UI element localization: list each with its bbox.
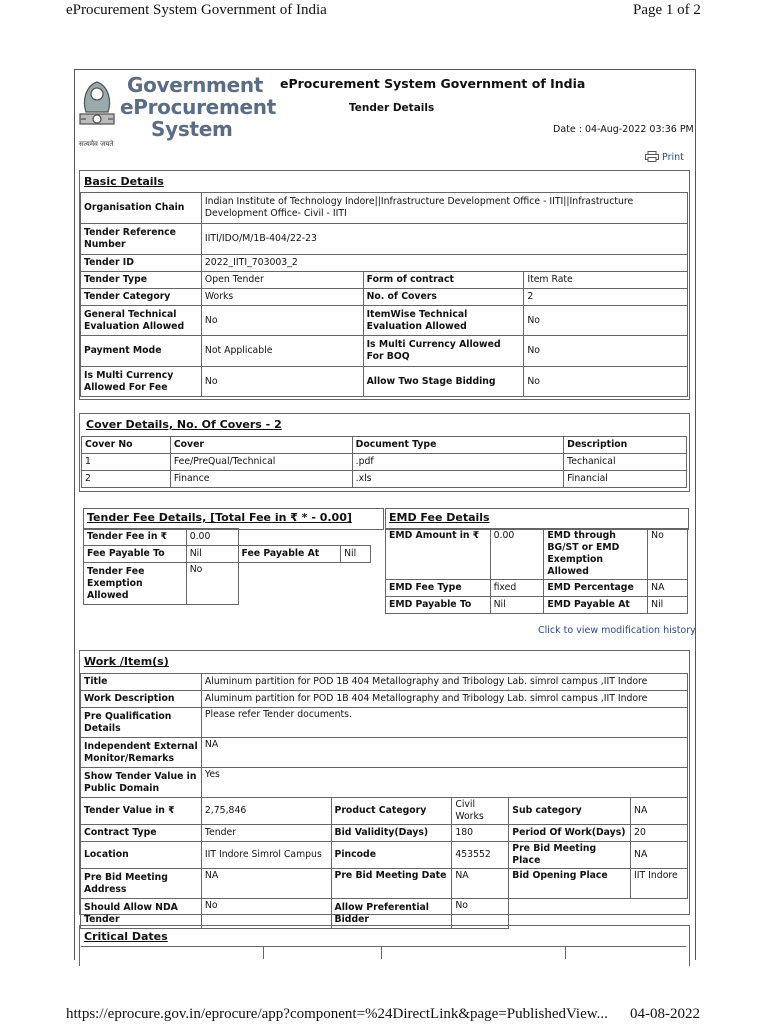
- footer-url: https://eprocure.gov.in/eprocure/app?component=%24DirectLink&page=PublishedView...: [66, 1006, 608, 1022]
- work-title-value: Aluminum partition for POD 1B 404 Metallography and Tribology Lab. simrol campus ,IIT Indore: [201, 674, 687, 691]
- multi-currency-fee-label: Is Multi Currency Allowed For Fee: [81, 367, 202, 397]
- government-eprocurement-logo: Government eProcurement System: [120, 73, 276, 141]
- preferential-bidder-label: Allow Preferential Bidder: [331, 899, 452, 929]
- emblem-tagline: सत्यमेव जयते: [79, 140, 114, 148]
- fee-payable-at-value: Nil: [341, 546, 371, 563]
- emd-fee-type-value: fixed: [490, 580, 544, 597]
- tender-type-value: Open Tender: [201, 272, 363, 289]
- page-header-title: eProcurement System Government of India: [66, 2, 327, 18]
- basic-details-table: [80, 192, 688, 397]
- emd-payable-to-value: Nil: [490, 597, 544, 614]
- fee-payable-to-label: Fee Payable To: [84, 546, 187, 563]
- cover-cell: .pdf: [352, 454, 564, 471]
- cover-cell: Techanical: [564, 454, 687, 471]
- show-value-label: Show Tender Value in Public Domain: [81, 768, 202, 798]
- cover-cell: Financial: [564, 471, 687, 488]
- tender-ref-label: Tender Reference Number: [81, 224, 202, 255]
- fee-exemption-value: No: [186, 563, 238, 605]
- cover-header-doctype: Document Type: [352, 437, 564, 454]
- multi-currency-fee-value: No: [201, 367, 363, 397]
- bid-opening-place-value: IIT Indore: [631, 869, 688, 899]
- emd-percentage-value: NA: [648, 580, 688, 597]
- tender-type-label: Tender Type: [81, 272, 202, 289]
- cover-details-table: [81, 436, 687, 488]
- tender-fee-value: 0.00: [186, 529, 238, 546]
- no-of-covers-label: No. of Covers: [363, 289, 524, 306]
- prebid-date-value: NA: [452, 869, 509, 899]
- table-row: [82, 454, 687, 471]
- report-date: Date : 04-Aug-2022 03:36 PM: [553, 124, 694, 135]
- form-contract-value: Item Rate: [524, 272, 688, 289]
- payment-mode-value: Not Applicable: [201, 336, 363, 367]
- cover-cell: 2: [82, 471, 171, 488]
- iem-label: Independent External Monitor/Remarks: [81, 738, 202, 768]
- prebid-place-value: NA: [631, 842, 688, 869]
- fee-payable-at-label: Fee Payable At: [238, 546, 341, 563]
- prequal-value: Please refer Tender documents.: [201, 708, 687, 738]
- emd-title: EMD Fee Details: [389, 511, 490, 524]
- gte-value: No: [201, 306, 363, 336]
- multi-currency-boq-label: Is Multi Currency Allowed For BOQ: [363, 336, 524, 367]
- critical-dates-title: Critical Dates: [84, 930, 168, 943]
- bid-opening-place-label: Bid Opening Place: [509, 869, 631, 899]
- tender-fee-title: Tender Fee Details, [Total Fee in ₹ * - 0.00]: [87, 511, 352, 524]
- pincode-label: Pincode: [331, 842, 452, 869]
- emd-table: [385, 528, 688, 614]
- sub-category-label: Sub category: [509, 798, 631, 825]
- no-of-covers-value: 2: [524, 289, 688, 306]
- iwte-label: ItemWise Technical Evaluation Allowed: [363, 306, 524, 336]
- prebid-date-label: Pre Bid Meeting Date: [331, 869, 452, 899]
- contract-type-value: Tender: [201, 825, 331, 842]
- form-contract-label: Form of contract: [363, 272, 524, 289]
- prebid-address-value: NA: [201, 869, 331, 899]
- emd-amount-label: EMD Amount in ₹: [386, 529, 491, 580]
- tender-fee-label: Tender Fee in ₹: [84, 529, 187, 546]
- cover-cell: Fee/PreQual/Technical: [170, 454, 352, 471]
- emd-percentage-label: EMD Percentage: [544, 580, 648, 597]
- page-title: eProcurement System Government of India: [280, 76, 586, 91]
- basic-details-title: Basic Details: [84, 175, 164, 188]
- two-stage-label: Allow Two Stage Bidding: [363, 367, 524, 397]
- product-category-value: Civil Works: [452, 798, 509, 825]
- work-description-label: Work Description: [81, 691, 202, 708]
- iwte-value: No: [524, 306, 688, 336]
- iem-value: NA: [201, 738, 687, 768]
- cover-header-cover: Cover: [170, 437, 352, 454]
- print-label[interactable]: Print: [662, 152, 684, 163]
- emd-fee-type-label: EMD Fee Type: [386, 580, 491, 597]
- nda-label: Should Allow NDA Tender: [81, 899, 202, 929]
- emd-payable-at-value: Nil: [648, 597, 688, 614]
- work-title-label: Title: [81, 674, 202, 691]
- period-of-work-label: Period Of Work(Days): [509, 825, 631, 842]
- payment-mode-label: Payment Mode: [81, 336, 202, 367]
- cover-details-title: Cover Details, No. Of Covers - 2: [86, 418, 282, 431]
- cover-header-no: Cover No: [82, 437, 171, 454]
- modification-history-link[interactable]: Click to view modification history: [538, 625, 696, 636]
- two-stage-value: No: [524, 367, 688, 397]
- bid-validity-label: Bid Validity(Days): [331, 825, 452, 842]
- cover-cell: 1: [82, 454, 171, 471]
- page-subtitle: Tender Details: [349, 102, 435, 114]
- gte-label: General Technical Evaluation Allowed: [81, 306, 202, 336]
- footer-date: 04-08-2022: [630, 1006, 700, 1022]
- prebid-place-label: Pre Bid Meeting Place: [509, 842, 631, 869]
- print-link[interactable]: [645, 151, 684, 163]
- tender-id-value: 2022_IITI_703003_2: [201, 255, 687, 272]
- cover-cell: .xls: [352, 471, 564, 488]
- pincode-value: 453552: [452, 842, 509, 869]
- org-chain-label: Organisation Chain: [81, 193, 202, 224]
- work-items-title: Work /Item(s): [84, 655, 169, 668]
- sub-category-value: NA: [631, 798, 688, 825]
- emd-amount-value: 0.00: [490, 529, 544, 580]
- prequal-label: Pre Qualification Details: [81, 708, 202, 738]
- location-value: IIT Indore Simrol Campus: [201, 842, 331, 869]
- tender-value-value: 2,75,846: [201, 798, 331, 825]
- bid-validity-value: 180: [452, 825, 509, 842]
- org-chain-value: Indian Institute of Technology Indore||Infrastructure Development Office - IITI||Infrastructure Development Office- Civil - IITI: [201, 193, 687, 224]
- cover-cell: Finance: [170, 471, 352, 488]
- contract-type-label: Contract Type: [81, 825, 202, 842]
- preferential-bidder-value: No: [452, 899, 509, 929]
- location-label: Location: [81, 842, 202, 869]
- tender-id-label: Tender ID: [81, 255, 202, 272]
- tender-category-value: Works: [201, 289, 363, 306]
- work-items-table: [80, 673, 688, 929]
- critical-dates-table-top: [81, 946, 686, 959]
- product-category-label: Product Category: [331, 798, 452, 825]
- emd-through-value: No: [648, 529, 688, 580]
- work-description-value: Aluminum partition for POD 1B 404 Metallography and Tribology Lab. simrol campus ,IIT Indore: [201, 691, 687, 708]
- period-of-work-value: 20: [631, 825, 688, 842]
- show-value-value: Yes: [201, 768, 687, 798]
- page-number: Page 1 of 2: [633, 2, 701, 18]
- emd-payable-to-label: EMD Payable To: [386, 597, 491, 614]
- table-row: [82, 471, 687, 488]
- printer-icon: [645, 151, 659, 162]
- cover-header-description: Description: [564, 437, 687, 454]
- multi-currency-boq-value: No: [524, 336, 688, 367]
- prebid-address-label: Pre Bid Meeting Address: [81, 869, 202, 899]
- tender-value-label: Tender Value in ₹: [81, 798, 202, 825]
- nda-value: No: [201, 899, 331, 929]
- fee-exemption-label: Tender Fee Exemption Allowed: [84, 563, 187, 605]
- tender-category-label: Tender Category: [81, 289, 202, 306]
- emd-payable-at-label: EMD Payable At: [544, 597, 648, 614]
- tender-fee-table: [83, 528, 371, 605]
- tender-ref-value: IITI/IDO/M/1B-404/22-23: [201, 224, 687, 255]
- fee-payable-to-value: Nil: [186, 546, 238, 563]
- emd-through-label: EMD through BG/ST or EMD Exemption Allowed: [544, 529, 648, 580]
